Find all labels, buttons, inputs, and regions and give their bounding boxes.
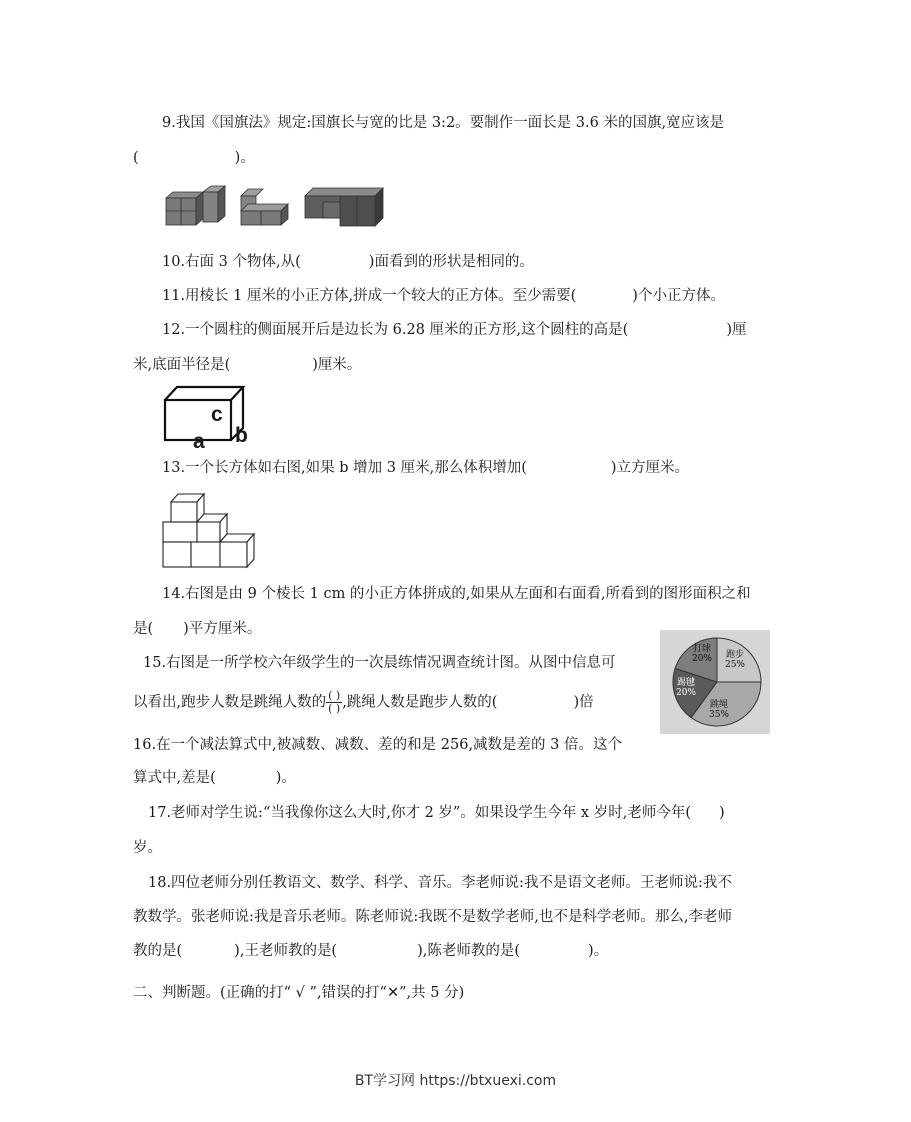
q9-line2 xyxy=(133,148,255,168)
q16-line1: 16.在一个减法算式中,被减数、减数、差的和是 256,减数是差的 3 倍。这个 xyxy=(133,737,623,753)
fraction-denominator: ( ) xyxy=(328,702,341,715)
cuboid-figure xyxy=(163,384,263,453)
section2-title: 二、判断题。(正确的打“ √ ”,错误的打“✕”,共 5 分) xyxy=(133,985,465,1001)
q12-after: )厘 xyxy=(726,322,747,338)
q13-line xyxy=(162,458,689,478)
pie-label-dada: 打球 20% xyxy=(691,644,712,664)
q18-line3 xyxy=(133,941,608,961)
q13-before: 13.一个长方体如右图,如果 b 增加 3 厘米,那么体积增加( xyxy=(162,460,527,476)
q11-line xyxy=(162,286,725,306)
q15-line2-mid: ,跳绳人数是跑步人数的( xyxy=(342,694,498,711)
blank-fraction xyxy=(326,690,342,715)
q14-line2-before: 是( xyxy=(133,621,154,637)
pie-label-tiaosheng: 跳绳 35% xyxy=(708,700,729,720)
pie-label-paobu: 跑步 25% xyxy=(724,650,745,670)
q18-line3-a: 教的是( xyxy=(133,943,183,959)
q18-line2: 教数学。张老师说:我是音乐老师。陈老师说:我既不是数学老师,也不是科学老师。那么,李老师 xyxy=(133,909,732,925)
q15-line1: 15.右图是一所学校六年级学生的一次晨练情况调查统计图。从图中信息可 xyxy=(143,655,616,671)
q11-after: )个小正方体。 xyxy=(632,288,725,304)
q17-line1 xyxy=(148,803,725,823)
q9-open: ( xyxy=(133,150,139,166)
q18-line3-c: ),陈老师教的是( xyxy=(417,943,521,959)
q10-before: 10.右面 3 个物体,从( xyxy=(162,254,301,270)
label-c: c xyxy=(211,403,223,426)
q18-line1: 18.四位老师分别任教语文、数学、科学、音乐。李老师说:我不是语文老师。王老师说:我不 xyxy=(148,875,732,891)
q16-line2 xyxy=(133,768,296,788)
q14-line2 xyxy=(133,619,261,639)
pie-chart xyxy=(660,630,770,734)
stacked-cubes-figure xyxy=(161,491,257,571)
q9-line1: 9.我国《国旗法》规定:国旗长与宽的比是 3:2。要制作一面长是 3.6 米的国旗,宽应该是 xyxy=(162,115,725,131)
q17-line1-before: 17.老师对学生说:“当我像你这么大时,你才 2 岁”。如果设学生今年 x 岁时,老师今年( xyxy=(148,805,691,821)
q11-before: 11.用棱长 1 厘米的小正方体,拼成一个较大的正方体。至少需要( xyxy=(162,288,577,304)
object-3 xyxy=(305,188,383,226)
q12-line2-after: )厘米。 xyxy=(312,357,362,373)
q14-line1: 14.右图是由 9 个棱长 1 cm 的小正方体拼成的,如果从左面和右面看,所看到的图形面积之和 xyxy=(162,586,751,602)
q16-line2-before: 算式中,差是( xyxy=(133,770,216,786)
q12-line2-before: 米,底面半径是( xyxy=(133,357,231,373)
three-block-objects-figure xyxy=(163,184,391,228)
q12-before: 12.一个圆柱的侧面展开后是边长为 6.28 厘米的正方形,这个圆柱的高是( xyxy=(162,322,629,338)
pie-label-tijian: 踢毽 20% xyxy=(675,678,696,698)
q18-line3-d: )。 xyxy=(588,943,609,959)
q13-after: )立方厘米。 xyxy=(610,460,690,476)
q15-line2-before: 以看出,跑步人数是跳绳人数的 xyxy=(133,694,327,711)
q15-line2 xyxy=(133,690,594,715)
fraction-numerator: ( ) xyxy=(328,689,341,702)
label-a: a xyxy=(193,430,205,453)
q12-line2 xyxy=(133,355,361,375)
q17-line2: 岁。 xyxy=(133,840,162,856)
q18-line3-b: ),王老师教的是( xyxy=(234,943,338,959)
q16-line2-after: )。 xyxy=(275,770,296,786)
q17-line1-after: ) xyxy=(718,805,725,821)
q9-close: )。 xyxy=(234,150,255,166)
q15-line2-after: )倍 xyxy=(573,694,594,711)
object-1 xyxy=(166,186,225,225)
footer-watermark: BT学习网 https://btxuexi.com xyxy=(354,1073,557,1089)
q10-after: )面看到的形状是相同的。 xyxy=(368,254,534,270)
q10-line xyxy=(162,252,534,272)
q12-line1 xyxy=(162,320,747,340)
object-2 xyxy=(241,189,288,225)
q14-line2-after: )平方厘米。 xyxy=(183,621,262,637)
label-b: b xyxy=(235,424,248,447)
